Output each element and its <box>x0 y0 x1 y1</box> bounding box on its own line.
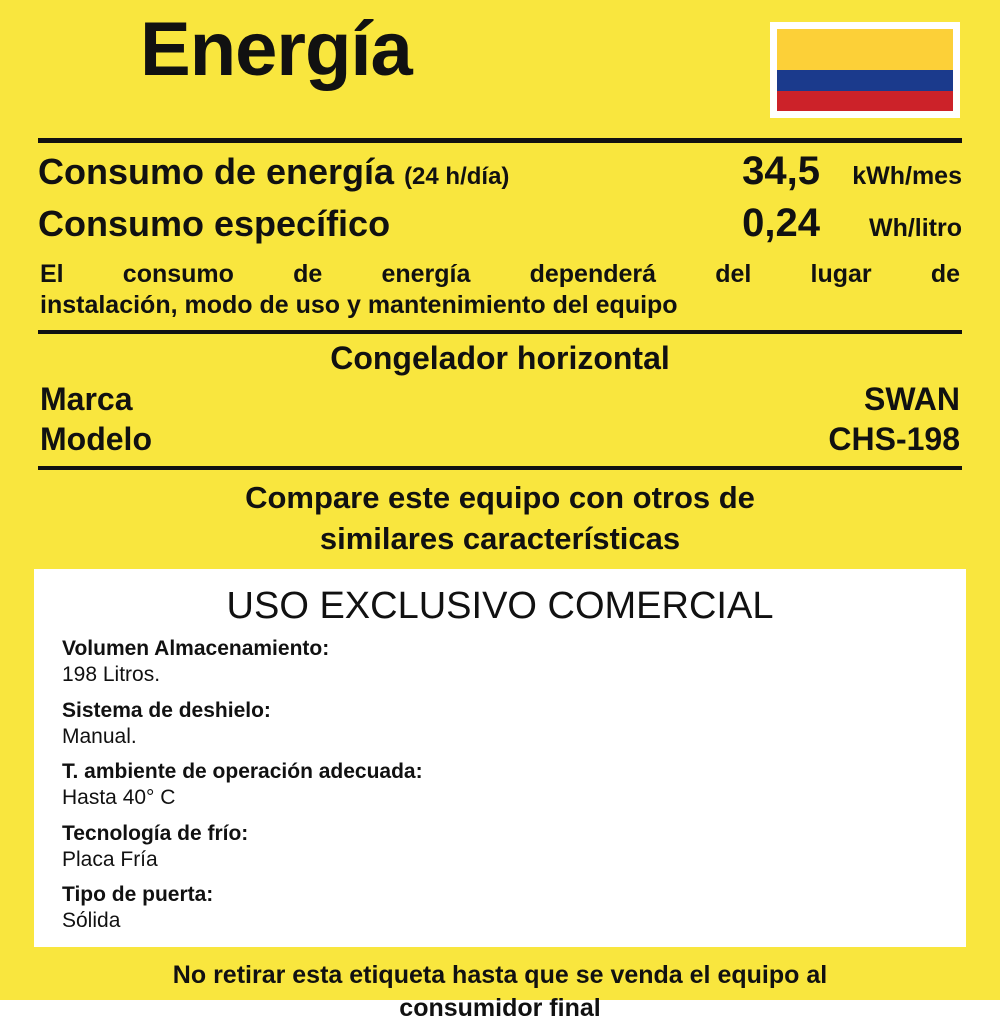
consumption-energy-value: 34,5 <box>742 149 820 194</box>
consumption-specific-value: 0,24 <box>742 201 820 246</box>
footer-warning <box>0 947 1000 1024</box>
compare-message <box>0 470 1000 569</box>
flag-stripe-red <box>777 91 953 112</box>
spec-desc: Sólida <box>62 908 966 934</box>
list-item <box>62 882 966 935</box>
consumption-note-line1: El consumo de energía dependerá del lugar de <box>40 259 960 290</box>
spec-term: T. ambiente de operación adecuada: <box>62 759 966 785</box>
consumption-energy-unit: kWh/mes <box>832 162 962 191</box>
model-label: Modelo <box>40 419 152 460</box>
flag-stripe-yellow <box>777 29 953 70</box>
spec-desc: 198 Litros. <box>62 662 966 688</box>
spec-desc: Placa Fría <box>62 847 966 873</box>
consumption-row-specific <box>38 201 962 253</box>
spec-list <box>34 636 966 935</box>
consumption-note <box>0 253 1000 330</box>
model-value: CHS-198 <box>828 419 960 460</box>
spec-term: Tipo de puerta: <box>62 882 966 908</box>
consumption-block <box>0 143 1000 253</box>
list-item <box>62 759 966 812</box>
spec-term: Volumen Almacenamiento: <box>62 636 966 662</box>
list-item <box>62 636 966 689</box>
consumption-specific-label: Consumo específico <box>38 203 390 245</box>
footer-line2: consumidor final <box>60 992 940 1024</box>
spec-desc: Manual. <box>62 724 966 750</box>
label-header <box>0 0 1000 138</box>
consumption-energy-label: Consumo de energía <box>38 151 394 193</box>
consumption-row-energy <box>38 149 962 201</box>
spec-desc: Hasta 40° C <box>62 785 966 811</box>
brand-value: SWAN <box>864 379 960 420</box>
compare-line2: similares características <box>60 519 940 559</box>
spec-term: Sistema de deshielo: <box>62 698 966 724</box>
consumption-energy-sublabel: (24 h/día) <box>404 163 509 191</box>
panel-title: USO EXCLUSIVO COMERCIAL <box>34 579 966 636</box>
list-item <box>62 821 966 874</box>
consumption-specific-unit: Wh/litro <box>832 214 962 243</box>
product-type: Congelador horizontal <box>0 334 1000 379</box>
details-panel <box>34 569 966 947</box>
colombia-flag-icon <box>770 22 960 118</box>
brand-label: Marca <box>40 379 133 420</box>
flag-stripe-blue <box>777 70 953 91</box>
product-model-row <box>0 419 1000 460</box>
product-brand-row <box>0 379 1000 420</box>
page-title: Energía <box>140 12 412 88</box>
footer-line1: No retirar esta etiqueta hasta que se venda el equipo al <box>60 959 940 992</box>
list-item <box>62 698 966 751</box>
compare-line1: Compare este equipo con otros de <box>60 478 940 518</box>
spec-term: Tecnología de frío: <box>62 821 966 847</box>
consumption-note-line2: instalación, modo de uso y mantenimiento del equipo <box>40 290 960 321</box>
